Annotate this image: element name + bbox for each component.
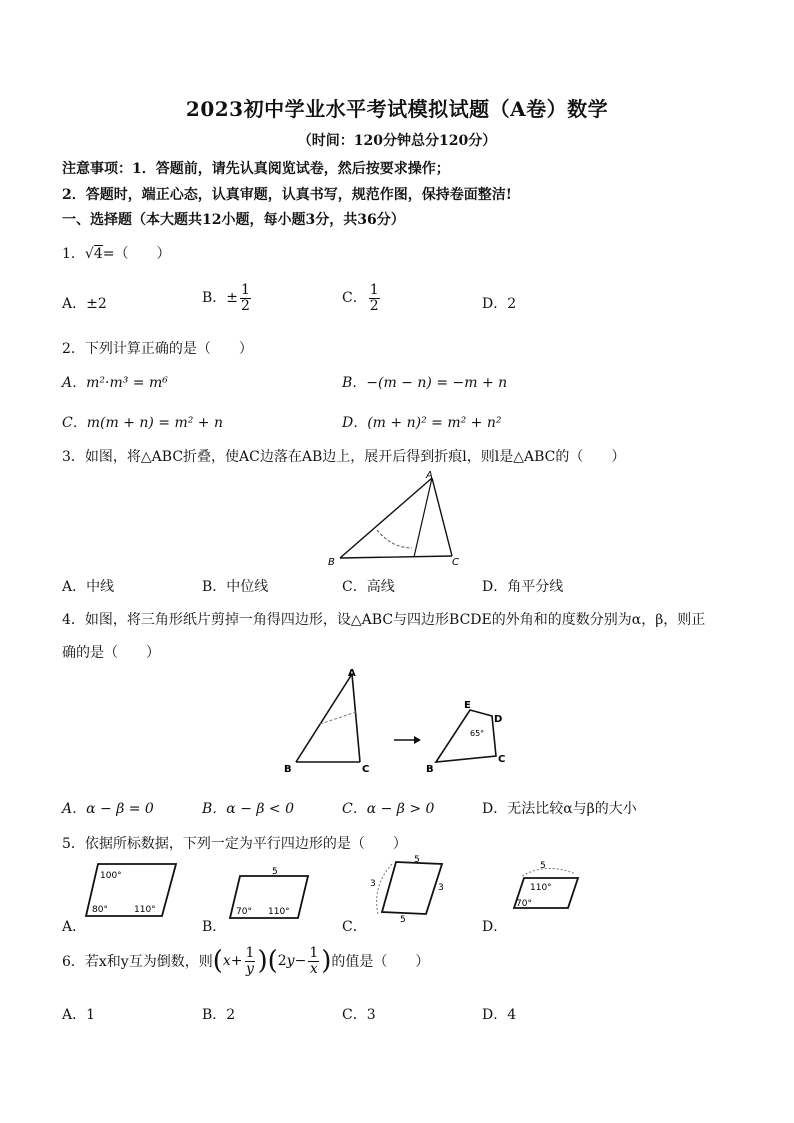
q1-radicand: 4 bbox=[93, 246, 103, 262]
q2-option-d: D．(m + n)² = m² + n² bbox=[342, 415, 502, 431]
q6-fraction-2: $\frac{1}{x}$ bbox=[309, 945, 319, 977]
q6-option-c: C．3 bbox=[342, 1007, 376, 1023]
q2-option-b: B．−(m − n) = −m + n bbox=[342, 375, 508, 391]
q5-option-c: C． bbox=[342, 919, 367, 935]
q5a-angle-3: 110° bbox=[134, 905, 156, 915]
q4-figure bbox=[280, 664, 520, 778]
q4-stem-line-1: 4．如图，将三角形纸片剪掉一角得四边形，设△ABC与四边形BCDE的外角和的度数分别为α，β，则正 bbox=[62, 612, 706, 628]
q5d-angle-1: 110° bbox=[530, 883, 552, 893]
q1-number: 1． bbox=[62, 246, 85, 262]
q1-option-c-label: C． bbox=[342, 290, 367, 307]
q6-stem: 6．若x和y互为倒数，则(x+ $\frac{1}{y}$ )(2y− $\frac{1}{x}$ )的值是（ ） bbox=[62, 945, 430, 977]
q1-option-c bbox=[342, 283, 382, 313]
q4-option-b: B．α − β < 0 bbox=[202, 801, 295, 817]
q1-option-d: D．2 bbox=[482, 296, 517, 312]
q1-option-b-fraction: $\frac{1}{2}$ bbox=[241, 282, 250, 314]
q5c-side-4: 5 bbox=[400, 915, 406, 925]
notes-line-1: 注意事项：1．答题前，请先认真阅览试卷，然后按要求操作； bbox=[62, 161, 450, 177]
q1-option-b-label: B．± bbox=[202, 290, 239, 307]
q6-option-a: A．1 bbox=[62, 1007, 96, 1023]
q3-triangle-figure bbox=[322, 470, 472, 570]
q2-option-c: C．m(m + n) = m² + n bbox=[62, 415, 223, 431]
q5a-angle-2: 80° bbox=[92, 905, 108, 915]
sqrt-sign: √ bbox=[84, 246, 94, 262]
page-title: 2023初中学业水平考试模拟试题（A卷）数学 bbox=[185, 97, 609, 121]
q5c-side-3: 3 bbox=[438, 883, 444, 893]
q3-label-c: C bbox=[452, 557, 459, 568]
q1-option-a: A．±2 bbox=[62, 296, 107, 312]
q6-fraction-1: $\frac{1}{y}$ bbox=[245, 945, 255, 977]
q3-option-a: A．中线 bbox=[62, 579, 115, 595]
q4-angle-label: 65° bbox=[470, 729, 485, 738]
q5-option-b: B． bbox=[202, 919, 227, 935]
q2-option-a: A．m²·m³ = m⁶ bbox=[62, 375, 168, 391]
q1-stem-tail: =（ ） bbox=[102, 246, 171, 262]
q5b-angle-2: 110° bbox=[268, 907, 290, 917]
q4-label-c2: C bbox=[498, 754, 506, 765]
section-heading: 一、选择题（本大题共12小题，每小题3分，共36分） bbox=[62, 212, 405, 228]
q4-label-a: A bbox=[348, 668, 356, 679]
q5-figure-d bbox=[506, 858, 586, 918]
q6-stem-pre: 6．若x和y互为倒数，则 bbox=[62, 954, 213, 971]
q5-stem: 5．依据所标数据，下列一定为平行四边形的是（ ） bbox=[62, 836, 407, 852]
q5-option-d: D． bbox=[482, 919, 508, 935]
q4-label-d: D bbox=[494, 714, 503, 725]
q5b-side-1: 5 bbox=[272, 867, 278, 877]
q6-stem-post: 的值是（ ） bbox=[331, 954, 430, 971]
q3-stem: 3．如图，将△ABC折叠，使AC边落在AB边上，展开后得到折痕l，则l是△ABC的（ ） bbox=[62, 449, 626, 465]
arrow-icon bbox=[394, 736, 421, 744]
q5b-angle-1: 70° bbox=[236, 907, 252, 917]
q1-option-c-fraction: $\frac{1}{2}$ bbox=[369, 282, 379, 314]
q4-label-b: B bbox=[284, 764, 292, 775]
q4-quadrilateral bbox=[426, 700, 505, 775]
notes-line-2: 2．答题时，端正心态，认真审题，认真书写，规范作图，保持卷面整洁! bbox=[62, 187, 512, 203]
q5c-side-1: 5 bbox=[414, 855, 420, 865]
q5-option-a: A． bbox=[62, 919, 87, 935]
q4-option-a: A．α − β = 0 bbox=[62, 801, 154, 817]
q5d-angle-2: 70° bbox=[516, 899, 532, 909]
q5-figure-b bbox=[228, 866, 318, 922]
q4-option-c: C．α − β > 0 bbox=[342, 801, 435, 817]
q3-label-a: A bbox=[426, 470, 433, 481]
q4-label-c: C bbox=[362, 764, 370, 775]
q6-option-b: B．2 bbox=[202, 1007, 236, 1023]
q5-figure-c bbox=[364, 855, 454, 925]
page-subtitle: （时间：120分钟总分120分） bbox=[297, 133, 497, 149]
q3-option-b: B．中位线 bbox=[202, 579, 269, 595]
q5a-angle-1: 100° bbox=[100, 871, 122, 881]
q4-label-b2: B bbox=[426, 764, 434, 775]
q2-stem: 2．下列计算正确的是（ ） bbox=[62, 341, 253, 357]
q1-option-b bbox=[202, 283, 253, 313]
q5-figure-a bbox=[84, 858, 184, 922]
q5d-side-1: 5 bbox=[540, 861, 546, 871]
q4-option-d: D．无法比较α与β的大小 bbox=[482, 801, 637, 817]
q5c-side-2: 3 bbox=[370, 879, 376, 889]
q3-label-b: B bbox=[328, 557, 335, 568]
q4-stem-line-2: 确的是（ ） bbox=[62, 645, 160, 661]
q4-label-e: E bbox=[464, 700, 471, 711]
q3-option-c: C．高线 bbox=[342, 579, 395, 595]
q6-option-d: D．4 bbox=[482, 1007, 517, 1023]
q3-option-d: D．角平分线 bbox=[482, 579, 564, 595]
q1-stem bbox=[62, 243, 171, 263]
q4-triangle bbox=[284, 668, 369, 775]
